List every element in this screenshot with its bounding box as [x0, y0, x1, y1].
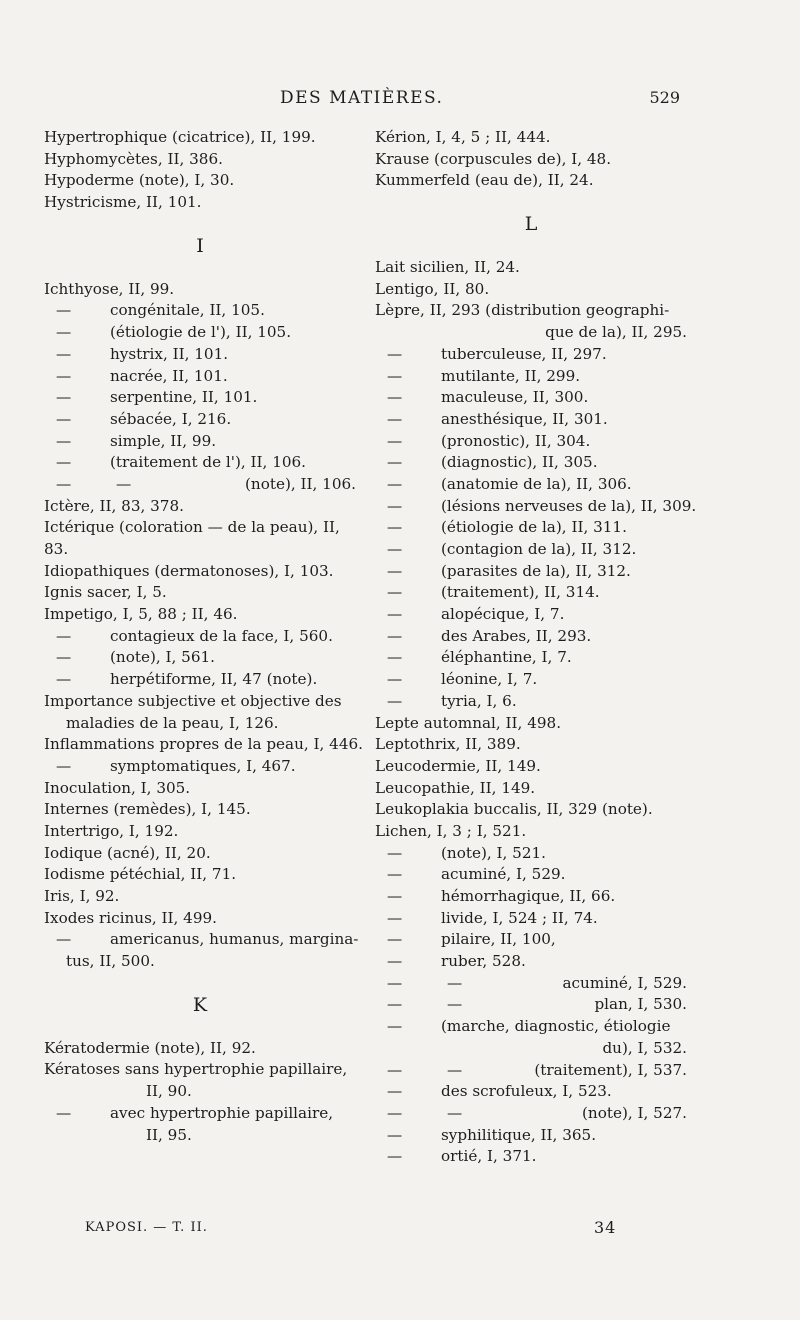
entry-text: que de la), II, 295.	[545, 323, 687, 342]
entry-text: Leucopathie, II, 149.	[375, 778, 536, 797]
entry-text: (note), I, 561.	[110, 648, 215, 667]
index-subentry	[44, 669, 356, 691]
ditto-dash: —	[387, 409, 403, 428]
entry-text: du), I, 532.	[602, 1038, 687, 1057]
entry-text: serpentine, II, 101.	[110, 388, 258, 407]
index-subentry	[375, 344, 687, 366]
index-subentry	[44, 929, 359, 951]
sheet-number: 34	[594, 1218, 617, 1237]
ditto-dash: —	[387, 843, 403, 862]
index-subentry	[44, 431, 356, 453]
ditto-dash: —	[447, 1103, 463, 1122]
index-entry	[44, 821, 356, 843]
ditto-dash: —	[387, 626, 403, 645]
index-entry-continuation	[375, 1038, 687, 1060]
ditto-dash: —	[387, 453, 403, 472]
entry-text: (note), I, 521.	[441, 843, 546, 862]
page-footer	[0, 1218, 800, 1242]
ditto-dash: —	[387, 1060, 403, 1079]
index-subentry	[375, 864, 687, 886]
index-subentry	[375, 1125, 687, 1147]
index-entry	[44, 1059, 356, 1081]
entry-text: Impetigo, I, 5, 88 ; II, 46.	[44, 605, 238, 624]
entry-text: 83.	[44, 540, 69, 558]
entry-text: ortié, I, 371.	[441, 1147, 537, 1166]
entry-text: Leucodermie, II, 149.	[375, 756, 541, 775]
ditto-dash: —	[56, 301, 72, 320]
entry-text: Inflammations propres de la peau, I, 446.	[44, 735, 363, 754]
ditto-dash: —	[56, 388, 72, 407]
section-letter: I	[196, 234, 204, 257]
entry-text: Hystricisme, II, 101.	[44, 193, 202, 212]
entry-text: mutilante, II, 299.	[441, 366, 581, 385]
index-entry	[375, 756, 687, 778]
entry-text: Inoculation, I, 305.	[44, 778, 191, 797]
ditto-dash: —	[387, 1017, 403, 1036]
entry-text: alopécique, I, 7.	[441, 605, 565, 624]
entry-text: (anatomie de la), II, 306.	[441, 474, 632, 493]
entry-text: maladies de la peau, I, 126.	[66, 713, 279, 732]
index-subentry	[375, 604, 687, 626]
ditto-dash: —	[387, 518, 403, 537]
entry-text: Kummerfeld (eau de), II, 24.	[375, 171, 594, 190]
index-subentry	[375, 1103, 687, 1125]
ditto-dash: —	[387, 952, 403, 971]
entry-text: (étiologie de l'), II, 105.	[110, 323, 292, 342]
index-subentry	[44, 366, 356, 388]
ditto-dash: —	[56, 323, 72, 342]
entry-text: plan, I, 530.	[594, 995, 687, 1014]
index-subentry	[44, 452, 356, 474]
index-entry	[44, 864, 356, 886]
entry-text: syphilitique, II, 365.	[441, 1125, 597, 1144]
entry-text: sébacée, I, 216.	[110, 409, 232, 428]
ditto-dash: —	[387, 973, 403, 992]
index-entry-continuation	[44, 951, 356, 973]
entry-text: Leukoplakia buccalis, II, 329 (note).	[375, 800, 653, 819]
entry-text: (marche, diagnostic, étiologie	[441, 1017, 671, 1036]
ditto-dash: —	[56, 409, 72, 428]
index-subentry	[375, 1081, 687, 1103]
index-subentry	[375, 691, 687, 713]
entry-text: livide, I, 524 ; II, 74.	[441, 908, 598, 927]
index-entry	[44, 517, 356, 539]
index-column-left	[44, 127, 363, 1146]
index-subentry	[375, 1060, 687, 1082]
entry-text: congénitale, II, 105.	[110, 301, 265, 320]
ditto-dash: —	[387, 691, 403, 710]
index-subentry	[44, 409, 356, 431]
entry-text: Ictérique (coloration — de la peau), II,	[44, 518, 340, 537]
entry-text: Ichthyose, II, 99.	[44, 279, 175, 298]
entry-text: (diagnostic), II, 305.	[441, 453, 598, 472]
index-entry	[375, 778, 687, 800]
index-entry	[375, 300, 687, 322]
entry-text: Iodisme pétéchial, II, 71.	[44, 865, 237, 884]
ditto-dash: —	[387, 540, 403, 558]
entry-text: (pronostic), II, 304.	[441, 431, 591, 450]
ditto-dash: —	[56, 626, 72, 645]
entry-text: (traitement de l'), II, 106.	[110, 453, 307, 472]
index-subentry	[375, 474, 687, 496]
entry-text: anesthésique, II, 301.	[441, 409, 608, 428]
ditto-dash: —	[447, 995, 463, 1014]
index-entry	[44, 149, 356, 171]
index-subentry	[375, 539, 687, 561]
entry-text: Kératodermie (note), II, 92.	[44, 1038, 256, 1057]
entry-text: II, 90.	[146, 1082, 192, 1101]
index-entry	[44, 582, 356, 604]
entry-text: éléphantine, I, 7.	[441, 648, 572, 667]
ditto-dash: —	[387, 474, 403, 493]
entry-text: Hypoderme (note), I, 30.	[44, 171, 235, 190]
index-entry-continuation	[375, 322, 687, 344]
entry-text: Krause (corpuscules de), I, 48.	[375, 149, 612, 168]
index-subentry	[44, 647, 356, 669]
index-subentry	[375, 517, 687, 539]
ditto-dash: —	[387, 344, 403, 363]
index-subentry	[375, 409, 687, 431]
entry-text: americanus, humanus, margina-	[110, 930, 359, 949]
entry-text: des scrofuleux, I, 523.	[441, 1082, 612, 1101]
ditto-dash: —	[387, 561, 403, 580]
entry-text: ruber, 528.	[441, 952, 526, 971]
entry-text: Lepte automnal, II, 498.	[375, 713, 562, 732]
entry-text: des Arabes, II, 293.	[441, 626, 592, 645]
index-subentry	[44, 474, 356, 496]
index-entry-continuation	[44, 1081, 356, 1103]
ditto-dash: —	[387, 496, 403, 515]
index-entry	[44, 604, 356, 626]
index-subentry	[375, 908, 687, 930]
ditto-dash: —	[56, 930, 72, 949]
ditto-dash: —	[387, 583, 403, 602]
entry-text: hystrix, II, 101.	[110, 344, 229, 363]
index-subentry	[375, 1016, 687, 1038]
index-entry	[44, 886, 356, 908]
index-subentry	[375, 561, 687, 583]
index-subentry	[375, 1146, 687, 1168]
index-entry	[375, 149, 687, 171]
ditto-dash: —	[387, 605, 403, 624]
entry-text: léonine, I, 7.	[441, 670, 538, 689]
entry-text: simple, II, 99.	[110, 431, 217, 450]
entry-text: symptomatiques, I, 467.	[110, 756, 296, 775]
entry-text: acuminé, I, 529.	[441, 865, 566, 884]
index-subentry	[375, 452, 687, 474]
index-entry	[375, 127, 687, 149]
index-subentry	[375, 647, 687, 669]
ditto-dash: —	[387, 670, 403, 689]
entry-text: Lait sicilien, II, 24.	[375, 258, 520, 277]
ditto-dash: —	[447, 973, 463, 992]
ditto-dash: —	[56, 670, 72, 689]
ditto-dash: —	[387, 431, 403, 450]
entry-text: pilaire, II, 100,	[441, 930, 556, 949]
entry-text: contagieux de la face, I, 560.	[110, 626, 333, 645]
entry-text: Hypertrophique (cicatrice), II, 199.	[44, 128, 316, 146]
index-subentry	[375, 431, 687, 453]
entry-text: (lésions nerveuses de la), II, 309.	[441, 496, 697, 515]
ditto-dash: —	[56, 453, 72, 472]
ditto-dash: —	[387, 995, 403, 1014]
index-subentry	[375, 582, 687, 604]
ditto-dash: —	[56, 756, 72, 775]
ditto-dash: —	[387, 1082, 403, 1101]
entry-text: Ictère, II, 83, 378.	[44, 496, 184, 515]
header-title: DES MATIÈRES.	[280, 88, 444, 108]
ditto-dash: —	[56, 474, 72, 493]
entry-text: maculeuse, II, 300.	[441, 388, 589, 407]
index-entry	[375, 821, 687, 843]
entry-text: (note), II, 106.	[245, 474, 356, 493]
entry-text: (étiologie de la), II, 311.	[441, 518, 627, 537]
signature-mark: KAPOSI. — T. II.	[85, 1220, 208, 1235]
index-subentry	[44, 626, 356, 648]
index-entry	[375, 257, 687, 279]
page-number: 529	[649, 88, 680, 107]
running-header	[0, 88, 800, 114]
ditto-dash: —	[56, 366, 72, 385]
index-entry-continuation	[44, 539, 356, 561]
index-subentry	[375, 669, 687, 691]
index-entry	[44, 908, 356, 930]
index-entry	[375, 799, 687, 821]
section-letter: L	[524, 213, 538, 236]
entry-text: hémorrhagique, II, 66.	[441, 887, 616, 905]
index-subentry	[44, 322, 356, 344]
entry-text: (traitement), II, 314.	[441, 583, 600, 602]
entry-text: Lentigo, II, 80.	[375, 279, 490, 298]
entry-text: Iris, I, 92.	[44, 887, 120, 905]
index-entry-continuation	[44, 713, 356, 735]
entry-text: avec hypertrophie papillaire,	[110, 1103, 334, 1122]
index-column-right	[375, 127, 697, 1168]
ditto-dash: —	[387, 366, 403, 385]
ditto-dash: —	[387, 388, 403, 407]
entry-text: Importance subjective et objective des	[44, 691, 342, 710]
entry-text: Internes (remèdes), I, 145.	[44, 800, 251, 819]
entry-text: Lichen, I, 3 ; I, 521.	[375, 821, 527, 840]
index-subentry	[44, 344, 356, 366]
index-entry	[375, 279, 687, 301]
index-entry	[44, 170, 356, 192]
ditto-dash: —	[447, 1060, 463, 1079]
index-subentry	[44, 1103, 356, 1125]
index-subentry	[44, 300, 356, 322]
index-subentry	[375, 387, 687, 409]
index-entry	[375, 734, 687, 756]
entry-text: tuberculeuse, II, 297.	[441, 344, 607, 363]
ditto-dash: —	[387, 908, 403, 927]
index-entry	[44, 192, 356, 214]
entry-text: acuminé, I, 529.	[562, 973, 687, 992]
entry-text: (traitement), I, 537.	[534, 1060, 687, 1079]
index-entry	[44, 734, 363, 756]
index-entry-continuation	[44, 1125, 356, 1147]
entry-text: Kérion, I, 4, 5 ; II, 444.	[375, 128, 551, 146]
index-subentry	[375, 843, 687, 865]
entry-text: Intertrigo, I, 192.	[44, 821, 179, 840]
section-letter: K	[192, 993, 208, 1016]
entry-text: Idiopathiques (dermatonoses), I, 103.	[44, 561, 334, 580]
ditto-dash: —	[387, 1103, 403, 1122]
entry-text: Ignis sacer, I, 5.	[44, 583, 167, 602]
index-subentry	[375, 366, 687, 388]
entry-text: nacrée, II, 101.	[110, 366, 228, 385]
index-subentry	[375, 929, 687, 951]
entry-text: Iodique (acné), II, 20.	[44, 843, 211, 862]
index-entry	[44, 799, 356, 821]
index-entry	[375, 170, 687, 192]
index-entry	[44, 691, 356, 713]
entry-text: Ixodes ricinus, II, 499.	[44, 908, 218, 927]
entry-text: (note), I, 527.	[582, 1103, 687, 1122]
index-subentry	[375, 994, 687, 1016]
index-entry	[44, 843, 356, 865]
entry-text: Lèpre, II, 293 (distribution geographi-	[375, 301, 670, 320]
index-subentry	[375, 626, 687, 648]
index-subentry	[375, 886, 687, 908]
ditto-dash: —	[387, 648, 403, 667]
ditto-dash: —	[56, 648, 72, 667]
ditto-dash: —	[56, 1103, 72, 1122]
ditto-dash: —	[387, 1125, 403, 1144]
index-subentry	[375, 496, 697, 518]
ditto-dash: —	[56, 344, 72, 363]
entry-text: Leptothrix, II, 389.	[375, 735, 521, 754]
entry-text: tyria, I, 6.	[441, 691, 517, 710]
index-entry	[44, 496, 356, 518]
ditto-dash: —	[387, 887, 403, 905]
entry-text: Hyphomycètes, II, 386.	[44, 149, 223, 168]
entry-text: (contagion de la), II, 312.	[441, 540, 637, 558]
index-entry	[44, 778, 356, 800]
ditto-dash: —	[387, 865, 403, 884]
ditto-dash: —	[387, 930, 403, 949]
entry-text: (parasites de la), II, 312.	[441, 561, 631, 580]
ditto-dash: —	[116, 474, 132, 493]
index-subentry	[375, 973, 687, 995]
entry-text: Kératoses sans hypertrophie papillaire,	[44, 1060, 348, 1079]
entry-text: II, 95.	[146, 1125, 192, 1144]
index-subentry	[44, 387, 356, 409]
entry-text: tus, II, 500.	[66, 952, 155, 971]
ditto-dash: —	[56, 431, 72, 450]
index-entry	[44, 1038, 356, 1060]
index-subentry	[44, 756, 356, 778]
index-entry	[375, 713, 687, 735]
entry-text: herpétiforme, II, 47 (note).	[110, 670, 318, 689]
ditto-dash: —	[387, 1147, 403, 1166]
index-entry	[44, 279, 356, 301]
index-subentry	[375, 951, 687, 973]
index-entry	[44, 127, 356, 149]
index-entry	[44, 561, 356, 583]
